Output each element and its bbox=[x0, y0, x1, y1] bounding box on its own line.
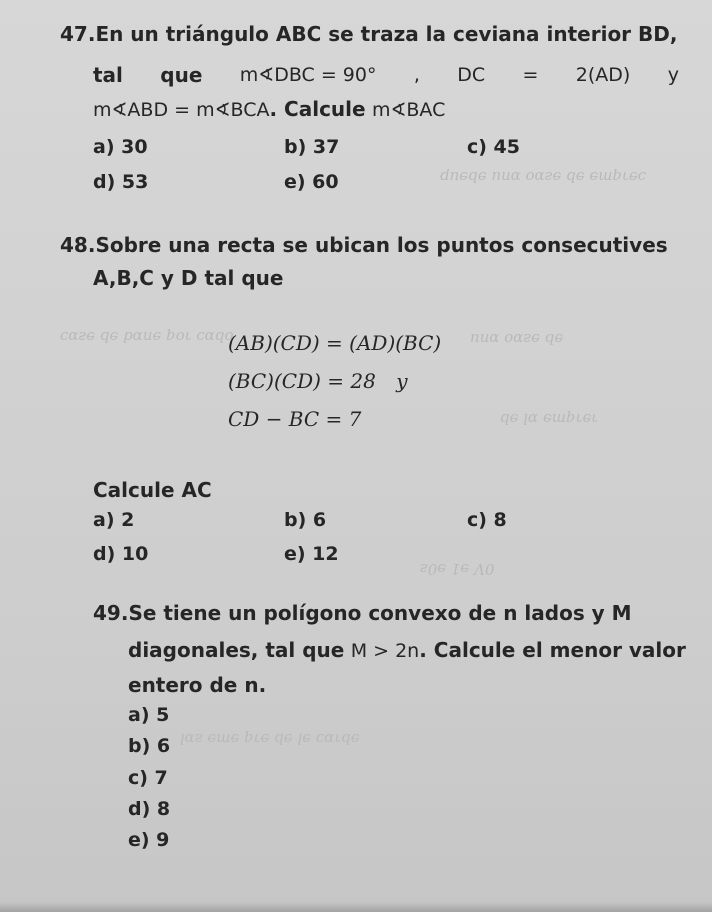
bleed-through-texture: 0V ɘ1 ɘ0ƨ bbox=[420, 560, 495, 578]
problem-47-option-a: a) 30 bbox=[93, 136, 148, 158]
problem-48-question: Calcule AC bbox=[93, 478, 212, 502]
problem-49-inequality: M > 2n bbox=[350, 640, 420, 662]
problem-47-statement-line-3 bbox=[93, 97, 445, 122]
problem-48-option-b: b) 6 bbox=[284, 509, 327, 531]
problem-47-option-d: d) 53 bbox=[93, 171, 149, 193]
problem-49-number: 49. bbox=[93, 601, 129, 625]
problem-47-option-e: e) 60 bbox=[284, 171, 339, 193]
bleed-through-texture: obɒɔ ɿoq ɘnɒd ɘb ɘƨɒɔ bbox=[60, 328, 234, 346]
problem-47-word: tal bbox=[93, 63, 123, 87]
problem-49-option-c: c) 7 bbox=[128, 767, 168, 789]
problem-48-option-a: a) 2 bbox=[93, 509, 135, 531]
problem-48-equation-2: (BC)(CD) = 28 bbox=[228, 369, 376, 393]
problem-47-segment-dc: DC bbox=[457, 64, 486, 86]
problem-47-conjunction: y bbox=[667, 64, 679, 86]
problem-49-statement-line-2 bbox=[128, 638, 686, 663]
page-bottom-shadow bbox=[0, 902, 712, 912]
problem-47-comma: , bbox=[413, 64, 420, 86]
problem-47-word: que bbox=[160, 63, 203, 87]
problem-48-statement-line-2: A,B,C y D tal que bbox=[93, 266, 284, 290]
problem-49-statement-line-1 bbox=[93, 601, 632, 625]
problem-49-option-d: d) 8 bbox=[128, 798, 171, 820]
problem-47-option-b: b) 37 bbox=[284, 136, 340, 158]
problem-49-text-part-2: . Calcule el menor valor bbox=[419, 638, 686, 662]
problem-47-equals: = bbox=[522, 64, 539, 86]
problem-47-target-angle: m∢BAC bbox=[371, 99, 446, 121]
bleed-through-texture: ɘb ɘƨɒo ɒnu bbox=[470, 330, 564, 348]
problem-47-condition-angles-equal: m∢ABD = m∢BCA bbox=[93, 99, 270, 121]
problem-49-statement-line-3: entero de n. bbox=[128, 673, 267, 697]
problem-48-number: 48. bbox=[60, 233, 96, 257]
problem-48-text: Sobre una recta se ubican los puntos consecutives bbox=[95, 233, 668, 257]
bleed-through-texture: ɿɘɿqmɘ ɒl ɘb bbox=[500, 410, 599, 428]
problem-48-option-e: e) 12 bbox=[284, 543, 339, 565]
problem-48-equation-1: (AB)(CD) = (AD)(BC) bbox=[228, 331, 442, 355]
bleed-through-texture: ɔɘɿqmɘ ɘb ɘƨɒo ɒnu ɘbɘup bbox=[440, 168, 647, 186]
problem-47-condition-angle-dbc: m∢DBC = 90° bbox=[239, 64, 377, 86]
problem-47-statement-line-1 bbox=[60, 22, 677, 46]
problem-48-option-c: c) 8 bbox=[467, 509, 507, 531]
problem-49-option-a: a) 5 bbox=[128, 704, 170, 726]
problem-47-option-c: c) 45 bbox=[467, 136, 521, 158]
problem-47-statement-line-2 bbox=[93, 63, 679, 87]
problem-47-number: 47. bbox=[60, 22, 96, 46]
problem-49-text: Se tiene un polígono convexo de n lados y M bbox=[128, 601, 632, 625]
problem-48-option-d: d) 10 bbox=[93, 543, 149, 565]
problem-49-option-b: b) 6 bbox=[128, 735, 171, 757]
problem-49-text-part-1: diagonales, tal que bbox=[128, 638, 345, 662]
bleed-through-texture: ɘbɿɒɔ ɘl ɘb ɘɿq ɘmɘ ƨɒl bbox=[180, 730, 360, 748]
problem-49-option-e: e) 9 bbox=[128, 829, 170, 851]
problem-47-segment-2ad: 2(AD) bbox=[575, 64, 631, 86]
problem-48-equation-2-row bbox=[228, 369, 408, 393]
problem-47-text: En un triángulo ABC se traza la ceviana interior BD, bbox=[95, 22, 678, 46]
problem-48-statement-line-1 bbox=[60, 233, 668, 257]
problem-48-equation-3: CD − BC = 7 bbox=[228, 407, 362, 431]
problem-48-conjunction: y bbox=[396, 369, 408, 393]
problem-47-calcule-text: . Calcule bbox=[269, 97, 366, 121]
